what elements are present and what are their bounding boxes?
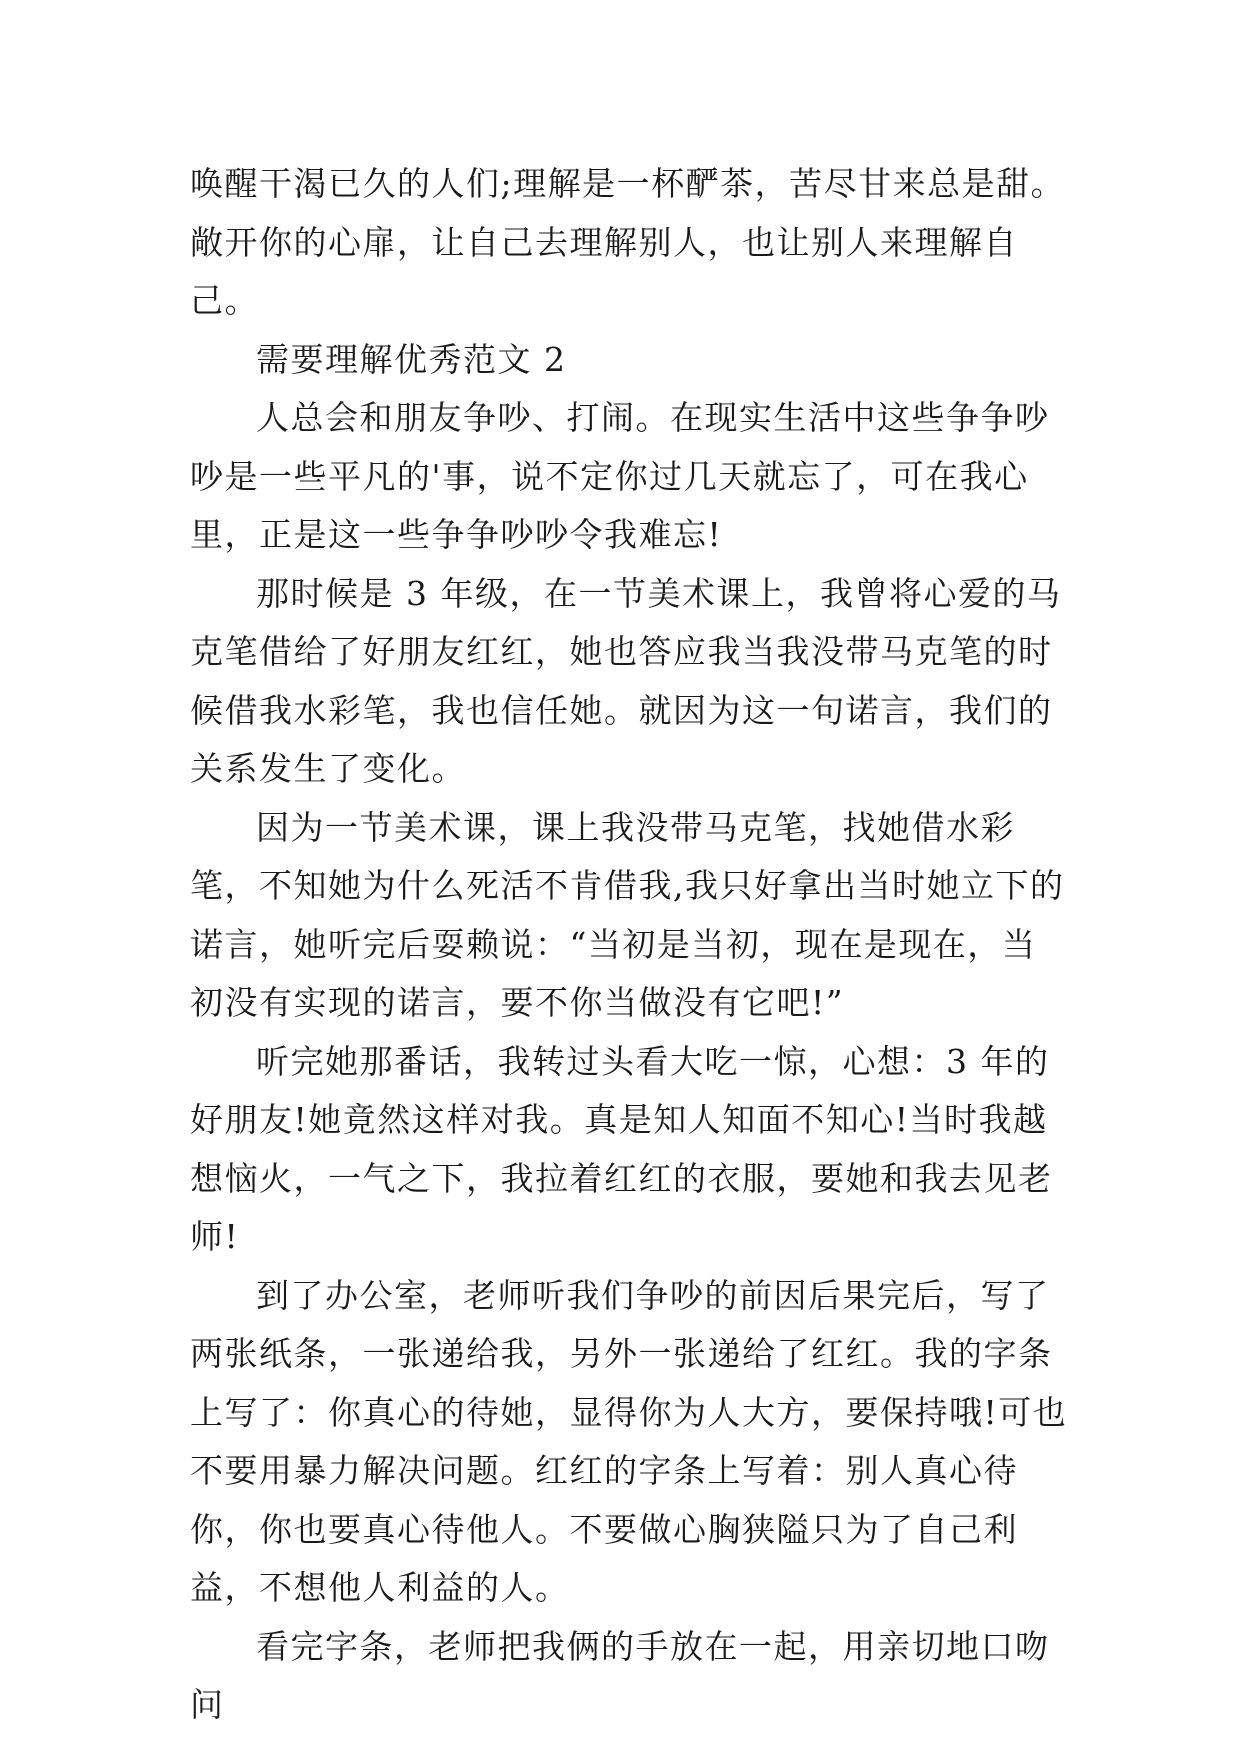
intro-line-1: 唤醒干渴已久的人们;理解是一杯酽茶，苦尽甘来总是甜。 <box>190 164 1066 203</box>
paragraph-4: 听完她那番话，我转过头看大吃一惊，心想：3 年的好朋友!她竟然这样对我。真是知人知面不知心!当时我越想恼火，一气之下，我拉着红红的衣服，要她和我去见老师! <box>190 1041 1053 1256</box>
section-title: 需要理解优秀范文 2 <box>256 339 567 379</box>
intro-line-2: 敞开你的心扉，让自己去理解别人，也让别人来理解自己。 <box>190 222 1018 320</box>
paragraph-5: 到了办公室，老师听我们争吵的前因后果完后，写了两张纸条，一张递给我，另外一张递给了红红。我的字条上写了：你真心的待她，显得你为人大方，要保持哦!可也不要用暴力解决问题。红红的字条上写着：别人真心待你，你也要真心待他人。不要做心胸狭隘只为了自己利益，不想他人利益的人。 <box>190 1275 1068 1607</box>
paragraph-3: 因为一节美术课，课上我没带马克笔，找她借水彩笔，不知她为什么死活不肯借我,我只好拿出当时她立下的诺言，她听完后耍赖说：“当初是当初，现在是现在，当初没有实现的诺言，要不你当做没有它吧!” <box>190 807 1065 1022</box>
paragraph-6: 看完字条，老师把我俩的手放在一起，用亲切地口吻问 <box>190 1626 1050 1724</box>
document-body <box>190 155 1070 1735</box>
paragraph-2: 那时候是 3 年级，在一节美术课上，我曾将心爱的马克笔借给了好朋友红红，她也答应我当我没带马克笔的时候借我水彩笔，我也信任她。就因为这一句诺言，我们的关系发生了变化。 <box>190 573 1062 788</box>
paragraph-1: 人总会和朋友争吵、打闹。在现实生活中这些争争吵吵是一些平凡的'事，说不定你过几天就忘了，可在我心里，正是这一些争争吵吵令我难忘! <box>190 398 1050 554</box>
